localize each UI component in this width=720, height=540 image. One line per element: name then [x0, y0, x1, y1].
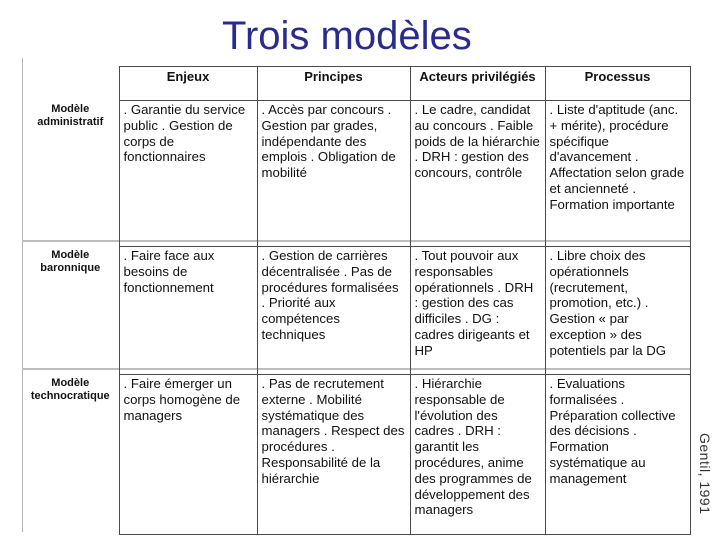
table-header-row [22, 67, 690, 101]
cell-technocratique-processus: . Evaluations formalisées . Préparation collective des décisions . Formation systématique au management [545, 375, 690, 535]
table-corner [22, 67, 119, 101]
cell-baronnique-acteurs: . Tout pouvoir aux responsables opérationnels . DRH : gestion des cas difficiles . DG : cadres dirigeants et HP [410, 247, 545, 375]
cell-technocratique-acteurs: . Hiérarchie responsable de l'évolution des cadres . DRH : garantit les procédures, anime des programmes de développement des managers [410, 375, 545, 535]
table-row-baronnique [22, 247, 690, 375]
column-header-processus: Processus [545, 67, 690, 101]
row-label-administratif: Modèle administratif [22, 101, 119, 247]
column-header-acteurs: Acteurs privilégiés [410, 67, 545, 101]
cell-administratif-processus: . Liste d'aptitude (anc. + mérite), procédure spécifique d'avancement . Affectation selon grade et ancienneté . Formation importante [545, 101, 690, 247]
models-table [22, 66, 691, 535]
column-header-principes: Principes [257, 67, 410, 101]
row-label-baronnique: Modèle baronnique [22, 247, 119, 375]
cell-baronnique-processus: . Libre choix des opérationnels (recrutement, promotion, etc.) . Gestion « par exception » des potentiels par la DG [545, 247, 690, 375]
row-label-technocratique: Modèle technocratique [22, 375, 119, 535]
column-header-enjeux: Enjeux [119, 67, 257, 101]
cell-baronnique-principes: . Gestion de carrières décentralisée . Pas de procédures formalisées . Priorité aux compétences techniques [257, 247, 410, 375]
cell-technocratique-enjeux: . Faire émerger un corps homogène de managers [119, 375, 257, 535]
cell-administratif-acteurs: . Le cadre, candidat au concours . Faible poids de la hiérarchie . DRH : gestion des concours, contrôle [410, 101, 545, 247]
cell-technocratique-principes: . Pas de recrutement externe . Mobilité systématique des managers . Respect des procédures . Responsabilité de la hiérarchie [257, 375, 410, 535]
models-table-container [22, 66, 690, 532]
cell-administratif-principes: . Accès par concours . Gestion par grades, indépendante des emplois . Obligation de mobilité [257, 101, 410, 247]
citation-note: Gentil, 1991 [697, 433, 713, 515]
cell-baronnique-enjeux: . Faire face aux besoins de fonctionnement [119, 247, 257, 375]
cell-administratif-enjeux: . Garantie du service public . Gestion de corps de fonctionnaires [119, 101, 257, 247]
slide-title: Trois modèles [222, 14, 472, 58]
table-row-technocratique [22, 375, 690, 535]
table-row-administratif [22, 101, 690, 247]
